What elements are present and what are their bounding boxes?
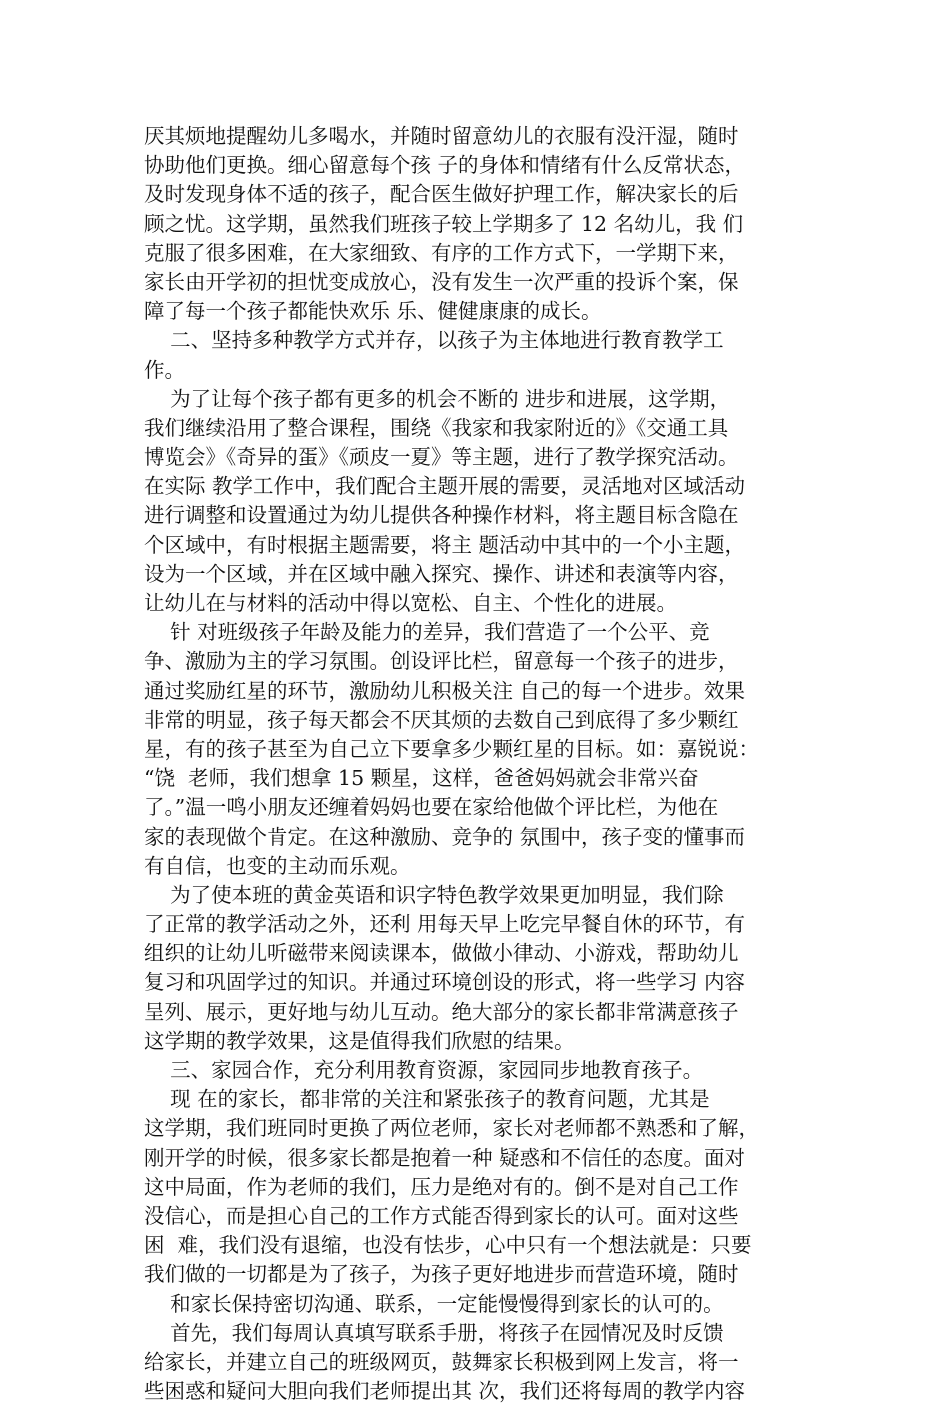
text-line: 我们继续沿用了整合课程，围绕《我家和我家附近的》《交通工具: [144, 415, 729, 440]
text-line: 家的表现做个肯定。在这种激励、竞争的 氛围中，孩子变的懂事而: [144, 824, 746, 849]
text-line: 为了让每个孩子都有更多的机会不断的 进步和进展，这学期，: [144, 386, 731, 411]
text-line: 针 对班级孩子年龄及能力的差异，我们营造了一个公平、竞: [144, 620, 710, 645]
text-line: 组织的让幼儿听磁带来阅读课本，做做小律动、小游戏，帮助幼儿: [144, 941, 739, 966]
text-line: “饶 老师，我们想拿 15 颗星，这样，爸爸妈妈就会非常兴奋: [144, 766, 699, 791]
text-line: 现 在的家长，都非常的关注和紧张孩子的教育问题，尤其是: [144, 1087, 710, 1112]
text-line: 复习和巩固学过的知识。并通过环境创设的形式，将一些学习 内容: [144, 970, 746, 995]
text-line: 二、坚持多种教学方式并存，以孩子为主体地进行教育教学工: [144, 328, 724, 353]
text-line: 了正常的教学活动之外，还利 用每天早上吃完早餐自休的环节，有: [144, 912, 746, 937]
text-line: 和家长保持密切沟通、联系，一定能慢慢得到家长的认可的。: [144, 1291, 724, 1316]
text-line: 星，有的孩子甚至为自己立下要拿多少颗红星的目标。如：嘉锐说：: [144, 736, 759, 761]
text-line: 困 难，我们没有退缩，也没有怯步，心中只有一个想法就是：只要: [144, 1233, 752, 1258]
text-line: 作。: [144, 357, 185, 382]
text-line: 让幼儿在与材料的活动中得以宽松、自主、个性化的进展。: [144, 591, 677, 615]
text-line: 刚开学的时候，很多家长都是抱着一种 疑惑和不信任的态度。面对: [144, 1145, 746, 1170]
text-line: 有自信，也变的主动而乐观。: [144, 853, 411, 878]
text-line: 我们做的一切都是为了孩子，为孩子更好地进步而营造环境，随时: [144, 1262, 739, 1287]
text-line: 个区域中，有时根据主题需要，将主 题活动中其中的一个小主题，: [144, 532, 746, 557]
text-line: 这中局面，作为老师的我们，压力是绝对有的。倒不是对自己工作: [144, 1174, 739, 1199]
text-line: 给家长，并建立自己的班级网页，鼓舞家长积极到网上发言，将一: [144, 1349, 739, 1374]
text-line: 家长由开学初的担忧变成放心，没有发生一次严重的投诉个案，保: [144, 269, 739, 294]
text-line: 克服了很多困难，在大家细致、有序的工作方式下，一学期下来，: [144, 240, 739, 265]
text-line: 通过奖励红星的环节，激励幼儿积极关注 自己的每一个进步。效果: [144, 678, 746, 703]
text-line: 争、激励为主的学习氛围。创设评比栏，留意每一个孩子的进步，: [144, 649, 739, 674]
text-line: 这学期，我们班同时更换了两位老师，家长对老师都不熟悉和了解，: [144, 1116, 759, 1141]
text-line: 三、家园合作，充分利用教育资源，家园同步地教育孩子。: [144, 1058, 704, 1082]
text-line: 这学期的教学效果，这是值得我们欣慰的结果。: [144, 1028, 575, 1053]
text-line: 障了每一个孩子都能快欢乐 乐、健健康康的成长。: [144, 299, 602, 324]
text-line: 协助他们更换。细心留意每个孩 子的身体和情绪有什么反常状态，: [144, 153, 746, 178]
text-line: 些困惑和疑问大胆向我们老师提出其 次，我们还将每周的教学内容: [144, 1379, 746, 1404]
text-line: 没信心，而是担心自己的工作方式能否得到家长的认可。面对这些: [144, 1203, 739, 1228]
text-line: 及时发现身体不适的孩子，配合医生做好护理工作，解决家长的后: [144, 182, 739, 207]
text-line: 为了使本班的黄金英语和识字特色教学效果更加明显，我们除: [144, 882, 724, 907]
text-line: 进行调整和设置通过为幼儿提供各种操作材料，将主题目标含隐在: [144, 503, 739, 528]
text-line: 非常的明显，孩子每天都会不厌其烦的去数自己到底得了多少颗红: [144, 707, 739, 732]
text-line: 博览会》《奇异的蛋》《顽皮一夏》等主题，进行了教学探究活动。: [144, 445, 739, 470]
text-line: 呈列、展示，更好地与幼儿互动。绝大部分的家长都非常满意孩子: [144, 999, 739, 1024]
text-line: 厌其烦地提醒幼儿多喝水，并随时留意幼儿的衣服有没汗湿，随时: [144, 124, 739, 148]
text-line: 首先，我们每周认真填写联系手册，将孩子在园情况及时反馈: [144, 1320, 724, 1345]
text-line: 了。”温一鸣小朋友还缠着妈妈也要在家给他做个评比栏，为他在: [144, 795, 719, 820]
body-text: [144, 122, 814, 1406]
text-line: 顾之忧。这学期，虽然我们班孩子较上学期多了 12 名幼儿，我 们: [144, 211, 744, 236]
text-line: 在实际 教学工作中，我们配合主题开展的需要，灵活地对区域活动: [144, 474, 746, 499]
text-line: 设为一个区域，并在区域中融入探究、操作、讲述和表演等内容，: [144, 561, 739, 586]
